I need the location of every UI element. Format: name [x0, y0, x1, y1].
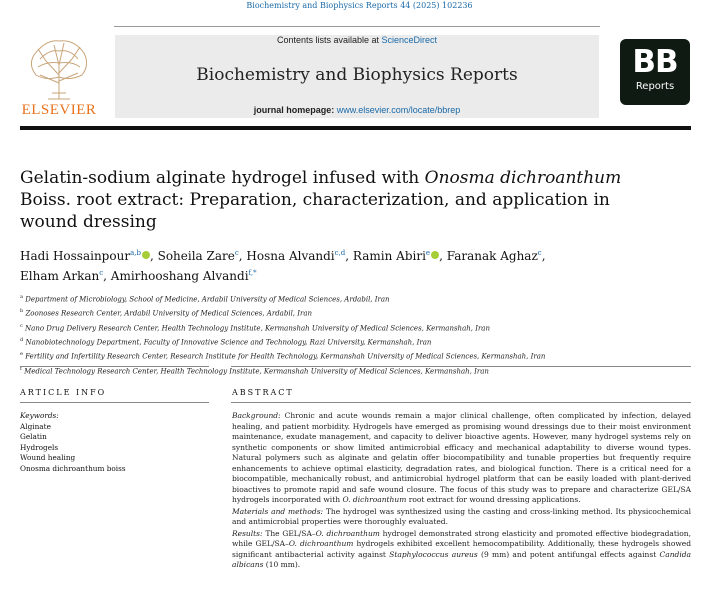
journal-cover-thumbnail[interactable] — [620, 39, 690, 105]
author-name[interactable]: Hadi Hossainpour — [20, 249, 131, 263]
background-end: root extract for wound dressing applications. — [406, 495, 581, 504]
affiliation-marker: c — [20, 322, 23, 329]
author-separator: , — [103, 269, 111, 283]
methods-label: Materials and methods: — [232, 506, 324, 516]
affiliation-text: Medical Technology Research Center, Health Technology Institute, Kermanshah University of Medical Sciences, Kermanshah, Iran — [24, 366, 489, 375]
author-separator: , — [149, 249, 158, 263]
results-species: Candida albicans — [232, 549, 692, 569]
results-text: (9 mm) and potent antifungal effects against — [477, 549, 660, 559]
abstract-background — [232, 411, 691, 506]
background-label: Background: — [232, 411, 281, 420]
abstract-body — [232, 411, 691, 572]
affiliation-item — [20, 320, 700, 334]
author-name[interactable]: Hosna Alvandi — [246, 249, 335, 263]
abstract-results — [232, 529, 691, 571]
elsevier-tree-icon — [26, 35, 92, 101]
author-affiliation-marker[interactable]: c — [537, 249, 542, 257]
author-separator: , — [439, 249, 447, 263]
orcid-icon[interactable] — [431, 251, 439, 259]
author-separator: , — [345, 249, 353, 263]
background-text: Chronic and acute wounds remain a major clinical challenge, often complicated by infection, delayed healing, and patient morbidity. Hydrogels have emerged as promising wound dressings due to their moist environment maintenance, exudate management, and capacity to deliver bioactive agents. However, many hydrogel systems rely on synthetic components or show limited antimicrobial efficacy and mechanical adaptability to diverse wound types. Natural polymers such as alginate and gelatin offer biocompatibility and tunable properties but frequently require enhancements to achieve optimal elasticity, degradation rates, and biological function. There is a critical need for a biocompatible, mechanically robust, and antimicrobial hydrogel platform that can be easily loaded with plant-derived bioactives to promote rapid and safe wound closure. The focus of this study was to prepare and characterize GEL/SA hydrogels incorporated with — [232, 411, 691, 504]
elsevier-logo — [20, 35, 96, 121]
contents-line — [115, 35, 599, 45]
affiliation-list — [20, 291, 700, 377]
results-text: The GEL/SA– — [262, 528, 316, 538]
journal-title[interactable]: Biochemistry and Biophysics Reports — [196, 65, 518, 85]
author-affiliation-marker[interactable]: c — [234, 249, 239, 257]
author-affiliation-marker[interactable]: c — [99, 269, 104, 277]
header-bottom-rule — [20, 126, 691, 130]
results-text: hydrogel demonstrated strong elasticity and promoted effective biodegradation, while GEL/SA– — [232, 528, 691, 548]
homepage-line — [115, 105, 599, 115]
results-label: Results: — [232, 528, 263, 538]
abstract-rule — [231, 402, 691, 403]
author-affiliation-marker[interactable]: a,b — [130, 249, 141, 257]
author-name[interactable]: Ramin Abiri — [352, 249, 426, 263]
author-affiliation-marker[interactable]: f,* — [248, 269, 257, 277]
affiliation-marker: b — [20, 308, 24, 315]
affiliation-text: Zoonoses Research Center, Ardabil University of Medical Sciences, Ardabil, Iran — [25, 309, 313, 318]
title-part-2: Boiss. root extract: Preparation, characterization, and application in wound dressing — [20, 190, 610, 232]
homepage-label: journal homepage: — [253, 105, 337, 115]
keywords-block — [20, 411, 210, 474]
results-species: Staphylococcus aureus — [389, 549, 478, 559]
affiliation-item — [20, 334, 700, 348]
author-affiliation-marker[interactable]: c,d — [334, 249, 346, 257]
affiliation-item — [20, 291, 700, 305]
affiliation-item — [20, 305, 700, 319]
affiliation-marker: e — [20, 351, 23, 358]
affiliation-text: Nano Drug Delivery Research Center, Health Technology Institute, Kermanshah University of Medical Sciences, Kermanshah, Iran — [25, 323, 490, 332]
article-info-heading: ARTICLE INFO — [20, 388, 107, 397]
orcid-icon[interactable] — [142, 251, 150, 259]
abstract-heading: ABSTRACT — [232, 388, 294, 397]
article-title — [20, 167, 640, 233]
article-info-rule — [20, 402, 209, 403]
article-info-top-rule — [20, 366, 209, 367]
author-name[interactable]: Faranak Aghaz — [446, 249, 538, 263]
homepage-link[interactable]: www.elsevier.com/locate/bbrep — [336, 105, 461, 115]
keywords-label: Keywords: — [20, 411, 59, 420]
title-species: Onosma dichroanthum — [424, 168, 622, 188]
results-text: hydrogels exhibited excellent hemocompatibility. Additionally, these hydrogels showed significant antibacterial activity against — [232, 539, 692, 559]
sciencedirect-link[interactable]: ScienceDirect — [381, 35, 438, 45]
cover-letters: BB — [632, 44, 678, 80]
abstract-top-rule — [231, 366, 691, 367]
affiliation-marker: d — [20, 336, 24, 343]
methods-text: The hydrogel was synthesized using the casting and cross-linking method. Its physicochemical and antimicrobial properties were thoroughly evaluated. — [232, 506, 692, 526]
affiliation-marker: f — [20, 365, 22, 372]
title-part-1: Gelatin-sodium alginate hydrogel infused with — [20, 168, 425, 188]
affiliation-text: Nanobiotechnology Department, Faculty of Innovative Science and Technology, Razi University, Kermanshah, Iran — [25, 338, 432, 347]
cover-subtitle: Reports — [635, 81, 675, 92]
affiliation-item — [20, 363, 700, 377]
elsevier-wordmark: ELSEVIER — [21, 102, 97, 118]
author-name[interactable]: Elham Arkan — [20, 269, 100, 283]
affiliation-text: Department of Microbiology, School of Medicine, Ardabil University of Medical Sciences, Ardabil, Iran — [25, 295, 390, 304]
author-name[interactable]: Soheila Zare — [157, 249, 235, 263]
affiliation-text: Fertility and Infertility Research Center, Research Institute for Health Technology, Kermanshah University of Medical Sciences, Kermanshah, Iran — [25, 352, 546, 361]
author-affiliation-marker[interactable]: e — [425, 249, 431, 257]
contents-prefix: Contents lists available at — [276, 35, 382, 45]
keyword-item[interactable]: Alginate — [20, 421, 51, 431]
journal-banner — [115, 35, 599, 118]
keyword-item[interactable]: Gelatin — [20, 432, 47, 441]
affiliation-item — [20, 348, 700, 362]
journal-citation: Biochemistry and Biophysics Reports 44 (2025) 102236 — [246, 1, 473, 10]
author-list — [20, 245, 700, 285]
results-species: O. dichroanthum — [288, 539, 354, 548]
author-separator: , — [541, 249, 546, 263]
author-separator: , — [238, 249, 247, 263]
author-name[interactable]: Amirhooshang Alvandi — [110, 269, 249, 283]
keyword-item[interactable]: Hydrogels — [20, 442, 59, 452]
results-text: (10 mm). — [263, 560, 301, 569]
background-species: O. dichroanthum — [342, 495, 407, 504]
keyword-item[interactable]: Wound healing — [20, 453, 76, 462]
keyword-item[interactable]: Onosma dichroanthum boiss — [20, 463, 126, 473]
abstract-methods — [232, 507, 691, 528]
header-top-rule — [114, 26, 600, 27]
affiliation-marker: a — [20, 294, 23, 300]
results-species: O. dichroanthum — [315, 528, 380, 538]
